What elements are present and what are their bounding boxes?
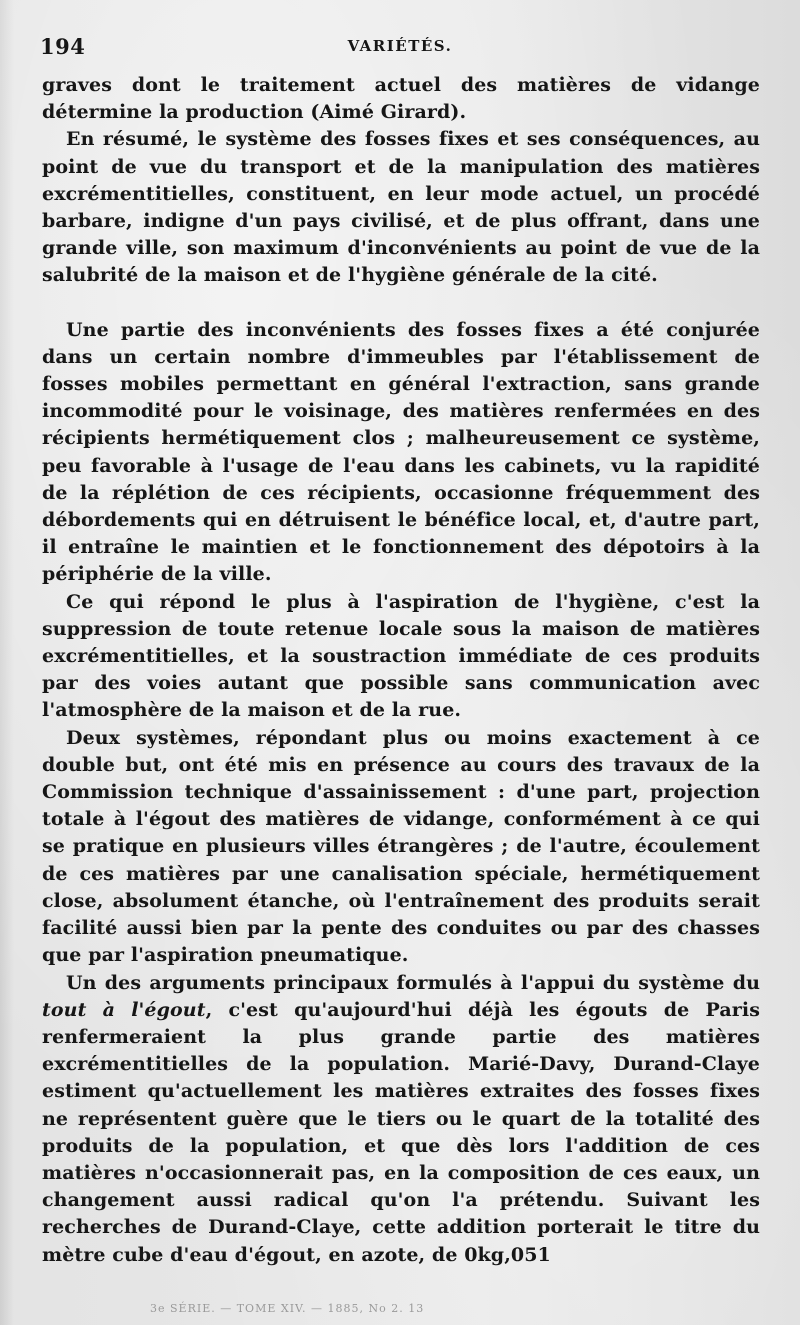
paragraph-4: Ce qui répond le plus à l'aspiration de l'hygiène, c'est la suppression de toute retenue locale sous la maison de matières excrémentitielles, et la soustraction immédiate de ces produits par des voies autant que possible sans communication avec l'atmosphère de la maison et de la rue. bbox=[42, 590, 760, 722]
paragraph-2: En résumé, le système des fosses fixes et ses conséquences, au point de vue du transport et de la manipulation des matières excrémentitielles, constituent, en leur mode actuel, un procédé barbare, indigne d'un pays civilisé, et de plus offrant, dans une grande ville, son maximum d'inconvénients au point de vue de la salubrité de la maison et de l'hygiène générale de la cité. bbox=[42, 128, 760, 287]
paragraph-6 bbox=[42, 970, 760, 1269]
paragraph-6-before: Un des arguments principaux formulés à l'appui du système du bbox=[66, 971, 760, 994]
page-header bbox=[40, 34, 760, 64]
paragraph-6-italic: tout à l'égout bbox=[42, 998, 206, 1021]
page-footer: 3e SÉRIE. — TOME XIV. — 1885, No 2. 13 bbox=[150, 1302, 425, 1315]
page-number: 194 bbox=[40, 34, 86, 59]
paragraph-3: Une partie des inconvénients des fosses fixes a été conjurée dans un certain nombre d'immeubles par l'établissement de fosses mobiles permettant en général l'extraction, sans grande incommodité pour le voisinage, des matières renfermées en des récipients hermétiquement clos ; malheureusement ce système, peu favorable à l'usage de l'eau dans les cabinets, vu la rapidité de la réplétion de ces récipients, occasionne fréquemment des débordements qui en détruisent le bénéfice local, et, d'autre part, il entraîne le maintien et le fonctionnement des dépotoirs à la périphérie de la ville. bbox=[42, 318, 760, 586]
running-head: VARIÉTÉS. bbox=[347, 37, 453, 55]
paragraph-6-after: , c'est qu'aujourd'hui déjà les égouts de Paris renfermeraient la plus grande partie des matières excrémentitielles de la population. Marié-Davy, Durand-Claye estiment qu'actuellement les matières extraites des fosses fixes ne représentent guère que le tiers ou le quart de la totalité des produits de la population, et que dès lors l'addition de ces matières n'occasionnerait pas, en la composition de ces eaux, un changement aussi radical qu'on l'a prétendu. Suivant les recherches de Durand-Claye, cette addition porterait le titre du mètre cube d'eau d'égout, en azote, de 0kg,051 bbox=[42, 998, 760, 1266]
paragraph-1: graves dont le traitement actuel des matières de vidange détermine la production (Aimé Girard). bbox=[42, 74, 760, 124]
body-text bbox=[42, 72, 760, 1269]
paragraph-5: Deux systèmes, répondant plus ou moins exactement à ce double but, ont été mis en présence au cours des travaux de la Commission technique d'assainissement : d'une part, projection totale à l'égout des matières de vidange, conformément à ce qui se pratique en plusieurs villes étrangères ; de l'autre, écoulement de ces matières par une canalisation spéciale, hermétiquement close, absolument étanche, où l'entraînement des produits serait facilité aussi bien par la pente des conduites ou par des chasses que par l'aspiration pneumatique. bbox=[42, 726, 760, 967]
